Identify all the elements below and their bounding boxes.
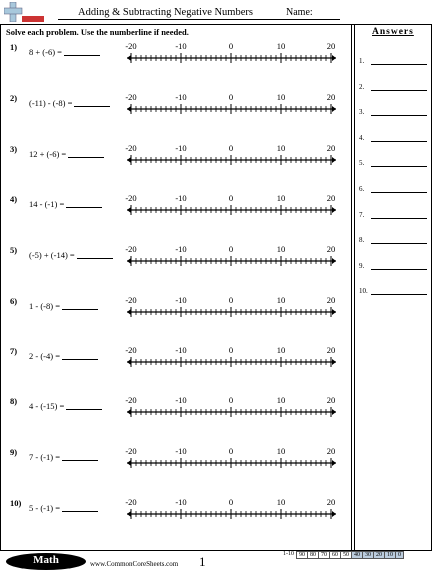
answers-title: Answers: [372, 27, 414, 37]
left-arrow-icon: [127, 511, 131, 517]
score-cell: 90: [296, 551, 308, 559]
right-arrow-icon: [332, 511, 336, 517]
number-line-label: -10: [175, 193, 187, 203]
score-cell: 0: [395, 551, 404, 559]
problem-expression: [29, 47, 100, 57]
number-line-label: 10: [276, 446, 286, 456]
answer-line[interactable]: [371, 218, 427, 219]
answer-blank[interactable]: [62, 358, 98, 360]
problem-expression: [29, 250, 113, 260]
number-line-label: -20: [125, 497, 137, 507]
number-line-label: -10: [175, 395, 187, 405]
number-line-label: -10: [175, 295, 187, 305]
answer-line[interactable]: [371, 269, 427, 270]
number-line-label: 20: [326, 295, 336, 305]
number-line-label: 20: [326, 497, 336, 507]
problem-expression: [29, 149, 104, 159]
score-cell: 20: [373, 551, 385, 559]
number-line: [125, 244, 336, 277]
problem-number: 7): [10, 346, 18, 356]
problem-number: 8): [10, 396, 18, 406]
number-line-label: 10: [276, 193, 286, 203]
number-line-label: 20: [326, 446, 336, 456]
number-line: [125, 295, 336, 328]
answer-blank[interactable]: [77, 257, 113, 259]
header-underline: [58, 19, 340, 20]
problem-expression: [29, 351, 98, 361]
right-arrow-icon: [332, 258, 336, 264]
number-line-label: 0: [228, 244, 234, 254]
worksheet-logo: [4, 2, 46, 22]
number-line-label: -20: [125, 345, 137, 355]
score-cell: 10: [384, 551, 396, 559]
problem-text: 7 - (-1) =: [29, 452, 60, 462]
number-line-label: -10: [175, 143, 187, 153]
name-label: Name:: [286, 7, 313, 18]
number-line: [125, 497, 336, 530]
number-line-label: -10: [175, 345, 187, 355]
problem-text: 4 - (-15) =: [29, 401, 65, 411]
number-line: [125, 92, 336, 125]
number-line-label: 0: [228, 143, 234, 153]
problem-number: 1): [10, 42, 18, 52]
top-rule: [0, 24, 432, 25]
number-line-label: 20: [326, 41, 336, 51]
number-line-label: -10: [175, 41, 187, 51]
score-cell: 30: [362, 551, 374, 559]
number-line-label: -20: [125, 41, 137, 51]
right-arrow-icon: [332, 409, 336, 415]
answer-blank[interactable]: [68, 156, 104, 158]
left-arrow-icon: [127, 106, 131, 112]
problem-number: 9): [10, 447, 18, 457]
problem-number: 4): [10, 194, 18, 204]
number-line-label: -20: [125, 143, 137, 153]
number-line-label: -10: [175, 92, 187, 102]
number-line: [125, 143, 336, 176]
left-arrow-icon: [127, 207, 131, 213]
problem-number: 6): [10, 296, 18, 306]
number-line-label: -20: [125, 295, 137, 305]
footer-site: www.CommonCoreSheets.com: [90, 560, 179, 568]
score-cell: 70: [318, 551, 330, 559]
right-arrow-icon: [332, 106, 336, 112]
number-line-label: -20: [125, 92, 137, 102]
math-logo-text: Math: [33, 554, 59, 566]
answer-line[interactable]: [371, 294, 427, 295]
answer-label: 6.: [359, 185, 365, 193]
number-line-label: -20: [125, 446, 137, 456]
answer-blank[interactable]: [66, 408, 102, 410]
score-cell: 50: [340, 551, 352, 559]
number-line-label: 10: [276, 41, 286, 51]
problem-number: 3): [10, 144, 18, 154]
answer-label: 7.: [359, 210, 365, 219]
answer-line[interactable]: [371, 141, 427, 142]
right-arrow-icon: [332, 55, 336, 61]
left-arrow-icon: [127, 258, 131, 264]
number-line-label: 10: [276, 92, 286, 102]
number-line-label: -10: [175, 497, 187, 507]
right-arrow-icon: [332, 207, 336, 213]
number-line-label: -20: [125, 395, 137, 405]
number-line: [125, 193, 336, 226]
number-line-label: -20: [125, 193, 137, 203]
answer-label: 10.: [359, 287, 368, 296]
number-line-label: 20: [326, 92, 336, 102]
worksheet-title: Adding & Subtracting Negative Numbers: [78, 7, 253, 18]
answer-label: 4.: [359, 133, 365, 142]
problem-text: 14 - (-1) =: [29, 199, 65, 209]
right-arrow-icon: [332, 359, 336, 365]
number-line-label: 0: [228, 345, 234, 355]
instructions: Solve each problem. Use the numberline if needed.: [6, 27, 189, 37]
number-line: [125, 41, 336, 74]
problem-expression: [29, 452, 98, 462]
answer-line[interactable]: [371, 115, 427, 116]
problem-text: (-11) - (-8) =: [29, 98, 73, 108]
left-arrow-icon: [127, 460, 131, 466]
answer-label: 3.: [359, 108, 365, 117]
answer-label: 8.: [359, 236, 365, 245]
number-line-label: 10: [276, 295, 286, 305]
problem-expression: [29, 503, 98, 513]
left-arrow-icon: [127, 309, 131, 315]
left-arrow-icon: [127, 409, 131, 415]
number-line: [125, 446, 336, 479]
score-cell: 40: [351, 551, 363, 559]
number-line-label: 0: [228, 41, 234, 51]
number-line-label: -10: [175, 446, 187, 456]
left-border: [0, 24, 1, 551]
answer-blank[interactable]: [62, 510, 98, 512]
answer-line[interactable]: [371, 166, 427, 167]
problem-text: 5 - (-1) =: [29, 503, 60, 513]
number-line-label: 10: [276, 244, 286, 254]
plus-minus-logo-icon: [4, 2, 46, 22]
number-line: [125, 395, 336, 428]
number-line-label: 0: [228, 395, 234, 405]
problem-text: (-5) + (-14) =: [29, 250, 75, 260]
problem-text: 2 - (-4) =: [29, 351, 60, 361]
answer-blank[interactable]: [66, 206, 102, 208]
problem-expression: [29, 199, 102, 209]
right-border: [431, 24, 432, 551]
left-arrow-icon: [127, 359, 131, 365]
answer-line[interactable]: [371, 192, 427, 193]
number-line-label: -20: [125, 244, 137, 254]
answer-blank[interactable]: [62, 308, 98, 310]
answer-blank[interactable]: [64, 54, 100, 56]
right-arrow-icon: [332, 309, 336, 315]
problem-expression: [29, 301, 98, 311]
left-arrow-icon: [127, 55, 131, 61]
problem-expression: [29, 401, 102, 411]
page-number: 1: [199, 554, 206, 569]
problem-number: 5): [10, 245, 18, 255]
number-line-label: 0: [228, 497, 234, 507]
left-arrow-icon: [127, 157, 131, 163]
answer-line[interactable]: [371, 90, 427, 91]
problem-number: 10): [10, 498, 22, 508]
right-arrow-icon: [332, 460, 336, 466]
answer-blank[interactable]: [62, 459, 98, 461]
number-line: [125, 345, 336, 378]
number-line-label: 10: [276, 497, 286, 507]
problem-text: 1 - (-8) =: [29, 301, 60, 311]
number-line-label: 20: [326, 395, 336, 405]
problem-expression: [29, 98, 110, 108]
number-line-label: 0: [228, 446, 234, 456]
problem-text: 8 + (-6) =: [29, 47, 62, 57]
number-line-label: 0: [228, 92, 234, 102]
score-range: 1-10: [283, 551, 294, 557]
problem-number: 2): [10, 93, 18, 103]
number-line-label: 10: [276, 143, 286, 153]
answer-label: 9.: [359, 261, 365, 270]
score-cell: 80: [307, 551, 319, 559]
number-line-label: 0: [228, 193, 234, 203]
answer-label: 2.: [359, 82, 365, 91]
problem-text: 12 + (-6) =: [29, 149, 67, 159]
answer-label: 5.: [359, 159, 365, 168]
answer-label: 1.: [359, 57, 365, 65]
number-line-label: 10: [276, 345, 286, 355]
answer-line[interactable]: [371, 243, 427, 244]
number-line-label: 10: [276, 395, 286, 405]
right-arrow-icon: [332, 157, 336, 163]
number-line-label: -10: [175, 244, 187, 254]
score-table: [282, 551, 404, 559]
answers-divider: [351, 24, 355, 551]
number-line-label: 20: [326, 244, 336, 254]
answer-blank[interactable]: [74, 105, 110, 107]
answer-line[interactable]: [371, 64, 427, 65]
score-cell: 60: [329, 551, 341, 559]
number-line-label: 0: [228, 295, 234, 305]
number-line-label: 20: [326, 143, 336, 153]
number-line-label: 20: [326, 345, 336, 355]
number-line-label: 20: [326, 193, 336, 203]
